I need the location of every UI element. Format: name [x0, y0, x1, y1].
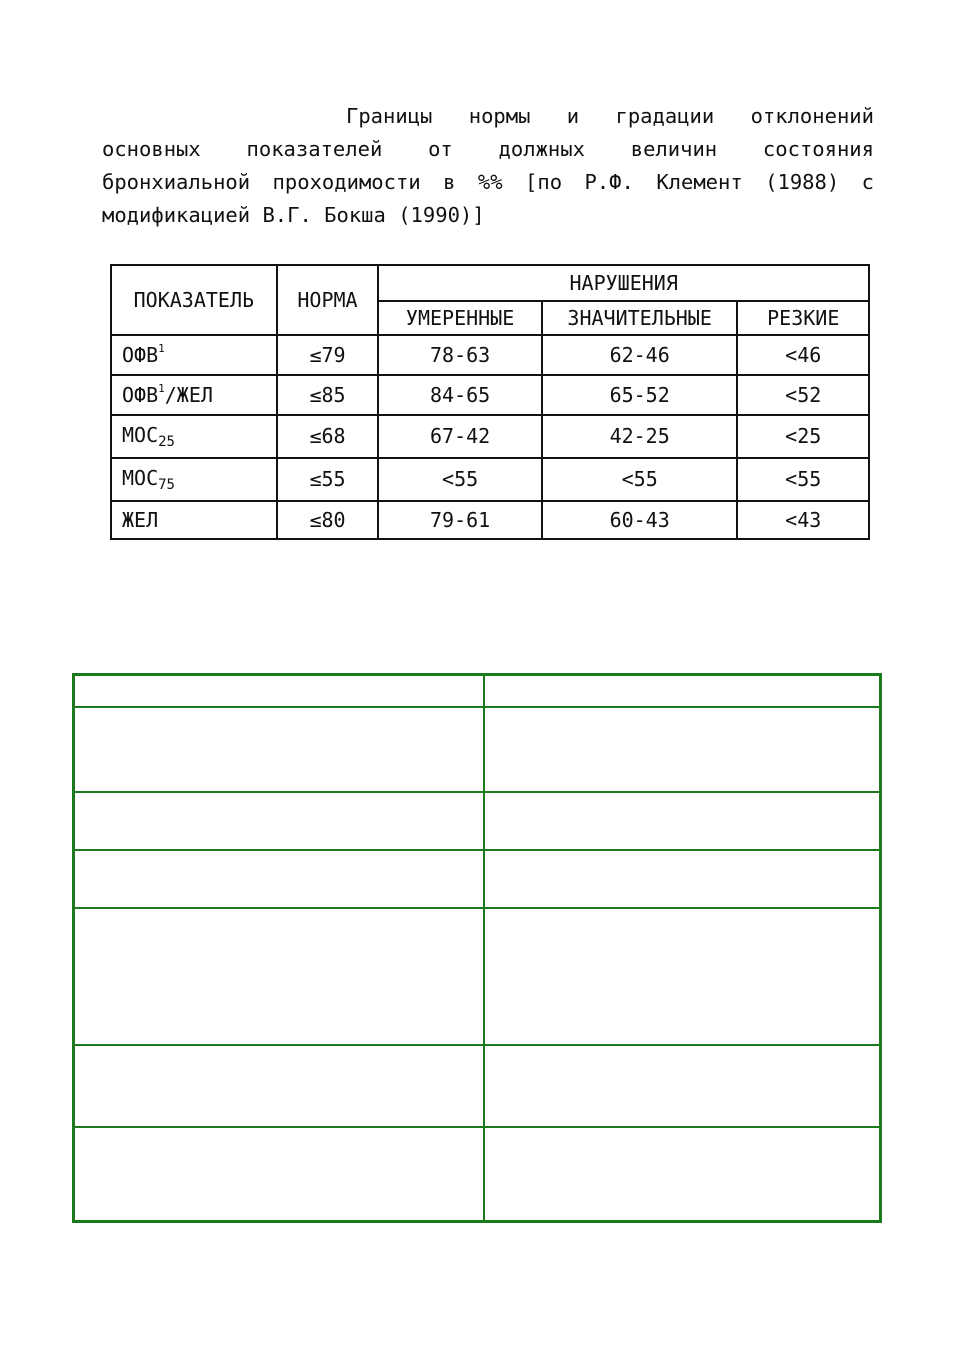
- table-row: [74, 675, 881, 707]
- table-cell[interactable]: [484, 675, 881, 707]
- table-row: [111, 335, 869, 375]
- indicator-name: $МОС_{75}$: [111, 458, 277, 501]
- norm-value: ≤80: [277, 501, 379, 539]
- table-row: [111, 458, 869, 501]
- table-cell[interactable]: [484, 1127, 881, 1222]
- table-row: [74, 1127, 881, 1222]
- header-moderate: УМЕРЕННЫЕ: [378, 301, 542, 335]
- moderate-value: 78-63: [378, 335, 542, 375]
- indicator-name: ОФВ$^1$: [111, 335, 277, 375]
- intro-line: бронхиальной проходимости в %% [по Р.Ф. Клемент (1988) с: [102, 170, 874, 194]
- significant-value: <55: [542, 458, 738, 501]
- intro-line: основных показателей от должных величин состояния: [102, 137, 874, 161]
- moderate-value: 79-61: [378, 501, 542, 539]
- table-row: [74, 707, 881, 792]
- table-cell[interactable]: [484, 850, 881, 908]
- severe-value: <46: [737, 335, 869, 375]
- norms-table: [110, 264, 870, 540]
- intro-line: модификацией В.Г. Бокша (1990)]: [102, 203, 485, 227]
- table-row: [74, 792, 881, 850]
- severe-value: <43: [737, 501, 869, 539]
- table-cell[interactable]: [74, 707, 484, 792]
- table-row: [111, 501, 869, 539]
- significant-value: 42-25: [542, 415, 738, 458]
- significant-value: 62-46: [542, 335, 738, 375]
- table-cell[interactable]: [484, 908, 881, 1045]
- header-indicator: ПОКАЗАТЕЛЬ: [111, 265, 277, 335]
- severe-value: <55: [737, 458, 869, 501]
- norm-value: ≤79: [277, 335, 379, 375]
- table-cell[interactable]: [484, 1045, 881, 1127]
- table-row: [74, 850, 881, 908]
- table-cell[interactable]: [74, 675, 484, 707]
- indicator-name: ЖЕЛ: [111, 501, 277, 539]
- significant-value: 60-43: [542, 501, 738, 539]
- table-cell[interactable]: [484, 792, 881, 850]
- header-significant: ЗНАЧИТЕЛЬНЫЕ: [542, 301, 738, 335]
- table-cell[interactable]: [484, 707, 881, 792]
- table-cell[interactable]: [74, 792, 484, 850]
- header-violations: НАРУШЕНИЯ: [378, 265, 869, 301]
- header-norm: НОРМА: [277, 265, 379, 335]
- table-cell[interactable]: [74, 908, 484, 1045]
- table-row: [111, 375, 869, 415]
- intro-paragraph: [102, 100, 874, 232]
- norm-value: ≤68: [277, 415, 379, 458]
- norm-value: ≤85: [277, 375, 379, 415]
- table-cell[interactable]: [74, 1045, 484, 1127]
- table-cell[interactable]: [74, 850, 484, 908]
- moderate-value: <55: [378, 458, 542, 501]
- indicator-name: ОФВ$^1$/ЖЕЛ: [111, 375, 277, 415]
- severe-value: <52: [737, 375, 869, 415]
- table-row: [111, 415, 869, 458]
- table-row: [74, 1045, 881, 1127]
- table-cell[interactable]: [74, 1127, 484, 1222]
- severe-value: <25: [737, 415, 869, 458]
- moderate-value: 84-65: [378, 375, 542, 415]
- header-severe: РЕЗКИЕ: [737, 301, 869, 335]
- empty-answer-table: [72, 673, 882, 1223]
- table-row: [74, 908, 881, 1045]
- norm-value: ≤55: [277, 458, 379, 501]
- moderate-value: 67-42: [378, 415, 542, 458]
- indicator-name: $МОС_{25}$: [111, 415, 277, 458]
- intro-line: Границы нормы и градации отклонений: [346, 104, 874, 128]
- significant-value: 65-52: [542, 375, 738, 415]
